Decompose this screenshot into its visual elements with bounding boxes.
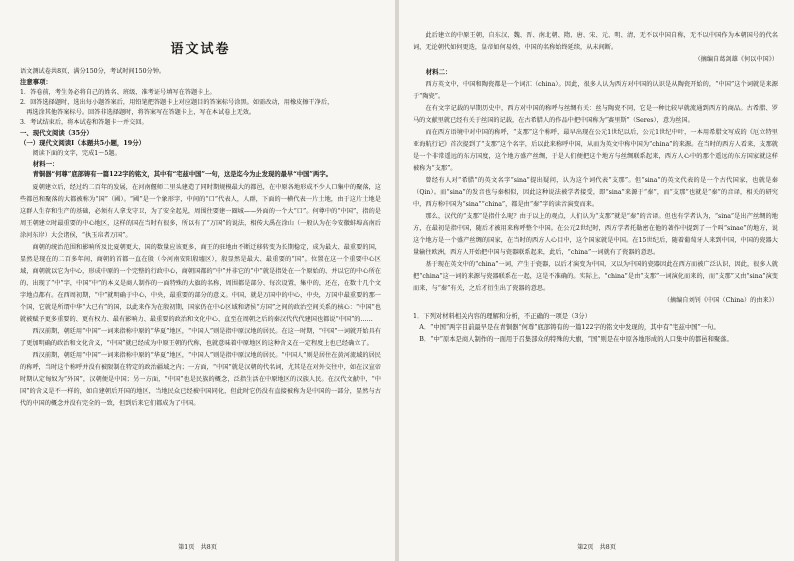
source-citation: （摘编自刘钊《中国（China）的由来》） bbox=[663, 297, 778, 304]
notice-item: 3．考试结束后，将本试卷和答题卡一并交回。 bbox=[20, 118, 148, 126]
material-paragraph: 基于现在英文中的“china”一词，产生于瓷器，以后才演变为中国，又以为中国的瓷器因此在西方而被广泛认识，因此，很多人就把“china”这一词的来源与瓷器联系在一起，这是不准确的。实际上，“china”是由“支那”一词演化而来的，而“支那”又由“sina”演变而来，与“秦”有关，之后才衍生出了瓷器的意思。 bbox=[413, 261, 778, 292]
material-label: 材料一： bbox=[32, 159, 59, 168]
question-option: A．“中国”两字目前最早是在青铜器“何尊”底部铸有的一篇122字的铭文中发现的，其中有“宅兹中国”一句。 bbox=[419, 324, 720, 331]
material-paragraph: 西汉前期，朝廷用“中国”一词来指称中原的“华夏”地区，“中国人”则是指中原汉地的居民。“中国人”则是居住在黄河流域的居民的称呼，当时这个称呼并没有被限制在特定的政治疆域之内；一方面，“中国”就是汉朝的代名词，尤其是在对外交往中，如在汉宣帝时期认定匈奴为“外国”，汉朝便是中国；另一方面，“中国”也是民族的概念，泛指生活在中原地区的汉族人民。在汉代文献中，“中国”的含义是不一样的，如自建朝后开国的地区，当地民众已经被中国同化，但此时它仍没有直接被称为是中国的一部分，显然与古代的中国的概念并没有完全的一致，但到后来它们都成为了中国。 bbox=[20, 352, 381, 408]
notice-list bbox=[20, 88, 381, 128]
material-paragraph: 在有文字记载的早期历史中，西方对中国的称呼与丝绸有关：丝与陶瓷不同，它是一种比较早就流通到西方的商品。古希腊、罗马的文献里就已经有关于丝国的记载，在古希腊人的作品中把中国称为“赛里斯”（Seres），意为丝国。 bbox=[413, 105, 778, 124]
subsection-heading: （一）现代文阅读Ⅰ（本题共5小题，19分） bbox=[20, 139, 145, 148]
material-paragraph: 夏朝建立后，经过约二百年的发展，在河南偃师二里头建造了同时期规模最大的都邑，在中原各地形成不少人口集中的聚落，这些都邑和聚落的大都被称为“国”（國）。“國”是一个象形字，中间的“口”代表人，人群，下面的一横代表一片土地，由于这片土地是这群人生存和生产的基础，必须有人拿戈守卫，为了安全起见，周围往要建一圈城——外面的一个大“口”。何尊中的“中国”，指的是周王朝建立时最重要的中心地区，这样的国在当时有很多，所以有了“万国”的说法，相传大禹在涂山（一般认为在今安徽蚌埠高南后涂河东岸）大会诸侯，“执玉帛者万国”。 bbox=[20, 184, 381, 240]
question-stem: 1．下列对材料相关内容的理解和分析，不正确的一项是（3分） bbox=[413, 313, 592, 320]
question-option: B．“中”原本是商人制作的一面用于召集部众的特殊的大旗，“国”则是在中原各地形成的人口集中的都邑和聚落。 bbox=[419, 336, 733, 343]
material-paragraph: 西汉前期，朝廷用“中国”一词来指称中原的“华夏”地区，“中国人”则是指中原汉地的居民。在这一时期，“中国”一词就开始具有了更加明确的政治和文化含义，“中国”就已经成为中原王朝的代称，也就意味着中原地区的这种含义在一定程度上也已经确立了。 bbox=[20, 328, 381, 348]
material-paragraph: 曾经有人对“希腊”的英文名字“sina”提出疑问，认为这个词代表“支那”。但“sina”的英文代表的是一个古代国家，也就是秦（Qin）。而“sina”的发音也与秦相似，因此这种说法被学者接受，即“sina”来源于“秦”，而“支那”也就是“秦”的音译，相关的研究中，西方称中国为“sina”“china”，都是由“秦”字的读音演变而来。 bbox=[413, 177, 778, 208]
page-number: 第1页 共8页 bbox=[178, 544, 217, 551]
notice-item: 1．答卷前，考生务必将自己的姓名、班级、准考证号填写在答题卡上。 bbox=[20, 88, 216, 96]
material1-body bbox=[20, 169, 381, 410]
material-label: 材料二： bbox=[425, 68, 452, 76]
left-page bbox=[0, 0, 395, 561]
material-paragraph: 此后建立的中原王朝，自东汉、魏、晋、南北朝、隋、唐、宋、元、明、清，无不以中国自称，无不以中国作为本朝国号的代名词，无论朝代如何更迭，皇帝如何易姓，中国的名称始终延续，从未间断。 bbox=[413, 32, 778, 51]
material-paragraph: 而在西方语境中对中国的称呼，“支那”这个称呼，最早出现在公元1世纪以后，公元1世纪中叶，一本用希腊文写成的《厄立特里亚海航行记》首次提到了“支那”这个名字，后以此来称呼中国，从而为英文中称中国为“china”的来源。在当时的西方人看来，支那就是一个非常遥远的东方国度，这个地方盛产丝绸，于是人们便把这个地方与丝绸联系起来，西方人心中的那个遥远的东方国家就这样被称为“支那”。 bbox=[413, 129, 778, 172]
material-paragraph: 那么，汉代的“支那”是指什么呢？由于以上的观点，人们认为“支那”就是“秦”的音译。但也有学者认为，“sina”是出产丝绸的地方，在最初是指中国，随后才被用来称呼整个中国。在公元2世纪时，西方学者托勒密在他的著作中提到了一个叫“sinae”的地方，说这个地方是一个盛产丝绸的国家，在当时的西方人心目中，这个国家就是中国。在15世纪后，随着葡萄牙人来到中国，中国的瓷器大量输往欧洲，西方人开始把中国与瓷器联系起来，此后，“china”一词就有了瓷器的意思。 bbox=[413, 213, 778, 256]
right-page bbox=[399, 0, 794, 561]
exam-intro: 语文测试卷共8页，满分150分，考试时间150分钟。 bbox=[20, 68, 166, 75]
page-number: 第2页 共8页 bbox=[577, 544, 616, 551]
source-citation: （摘编自葛剑雄《何以中国》） bbox=[694, 56, 778, 63]
reading-instruction: 阅读下面的文字，完成1～5题。 bbox=[32, 149, 121, 157]
section-heading: 一、现代文阅读（35分） bbox=[20, 128, 93, 137]
material-paragraph: 青铜器“何尊”底部铸有一篇122字的铭文，其中有“宅兹中国”一句，这是迄今为止发现的最早“中国”两字。 bbox=[32, 171, 332, 179]
notice-item: 再选涂其他答案标号。回答非选择题时，将答案写在答题卡上，写在本试卷上无效。 bbox=[26, 108, 256, 116]
material2-body bbox=[413, 79, 778, 295]
notice-heading: 注意事项： bbox=[20, 78, 52, 87]
notice-item: 2．回答选择题时，选出每小题答案后，用铅笔把答题卡上对应题目的答案标号涂黑。如需改动，用橡皮擦干净后， bbox=[20, 98, 334, 106]
exam-title: 语文试卷 bbox=[170, 42, 231, 57]
material-paragraph: 西方英文中，中国和陶瓷都是一个词汇（china）。因此，很多人认为西方对中国的认识是从陶瓷开始的，“中国”这个词就是来源于“陶瓷”。 bbox=[413, 81, 778, 100]
material-paragraph: 商朝的统治范围和影响所及比夏朝更大，国的数量应该更多，商王的驻地由不断迁移转变为长期稳定，成为最大、最重要的国，显然是现在的二百多年间，商朝的首都一直在殷（今河南安阳殷墟区），殷显然是最大、最重要的“国”。位置在这一个重要中心区域，商朝就以它为中心，形成中原的一个完整的行政中心，商朝国都的“中”并非它的“中”就是指处在一个原始的、并以它的中心所在的、出现了“中”字，中国“中”的本义是商人制作的一面特殊的大旗的名称，周围都是部分、每次设置，集中的，还在，在数十几个文字地点都有。在西周初期，“中”就明确于中心，中央，最重要的部分的意义。中国，就是万国中的中心，中央，万国中最重要的那一个国，它就是所谓中华“大已有”的国，以此来作为在殷初期，国家仍在中心区域和诸侯“方国”之间的政治空间关系的核心：“中国”也就被赋予更多重要的、更有权力、最有影响力、最重要的政治和文化中心、直至在周朝之后的秦汉代代代建国也都说“中国”的…… bbox=[20, 244, 381, 324]
